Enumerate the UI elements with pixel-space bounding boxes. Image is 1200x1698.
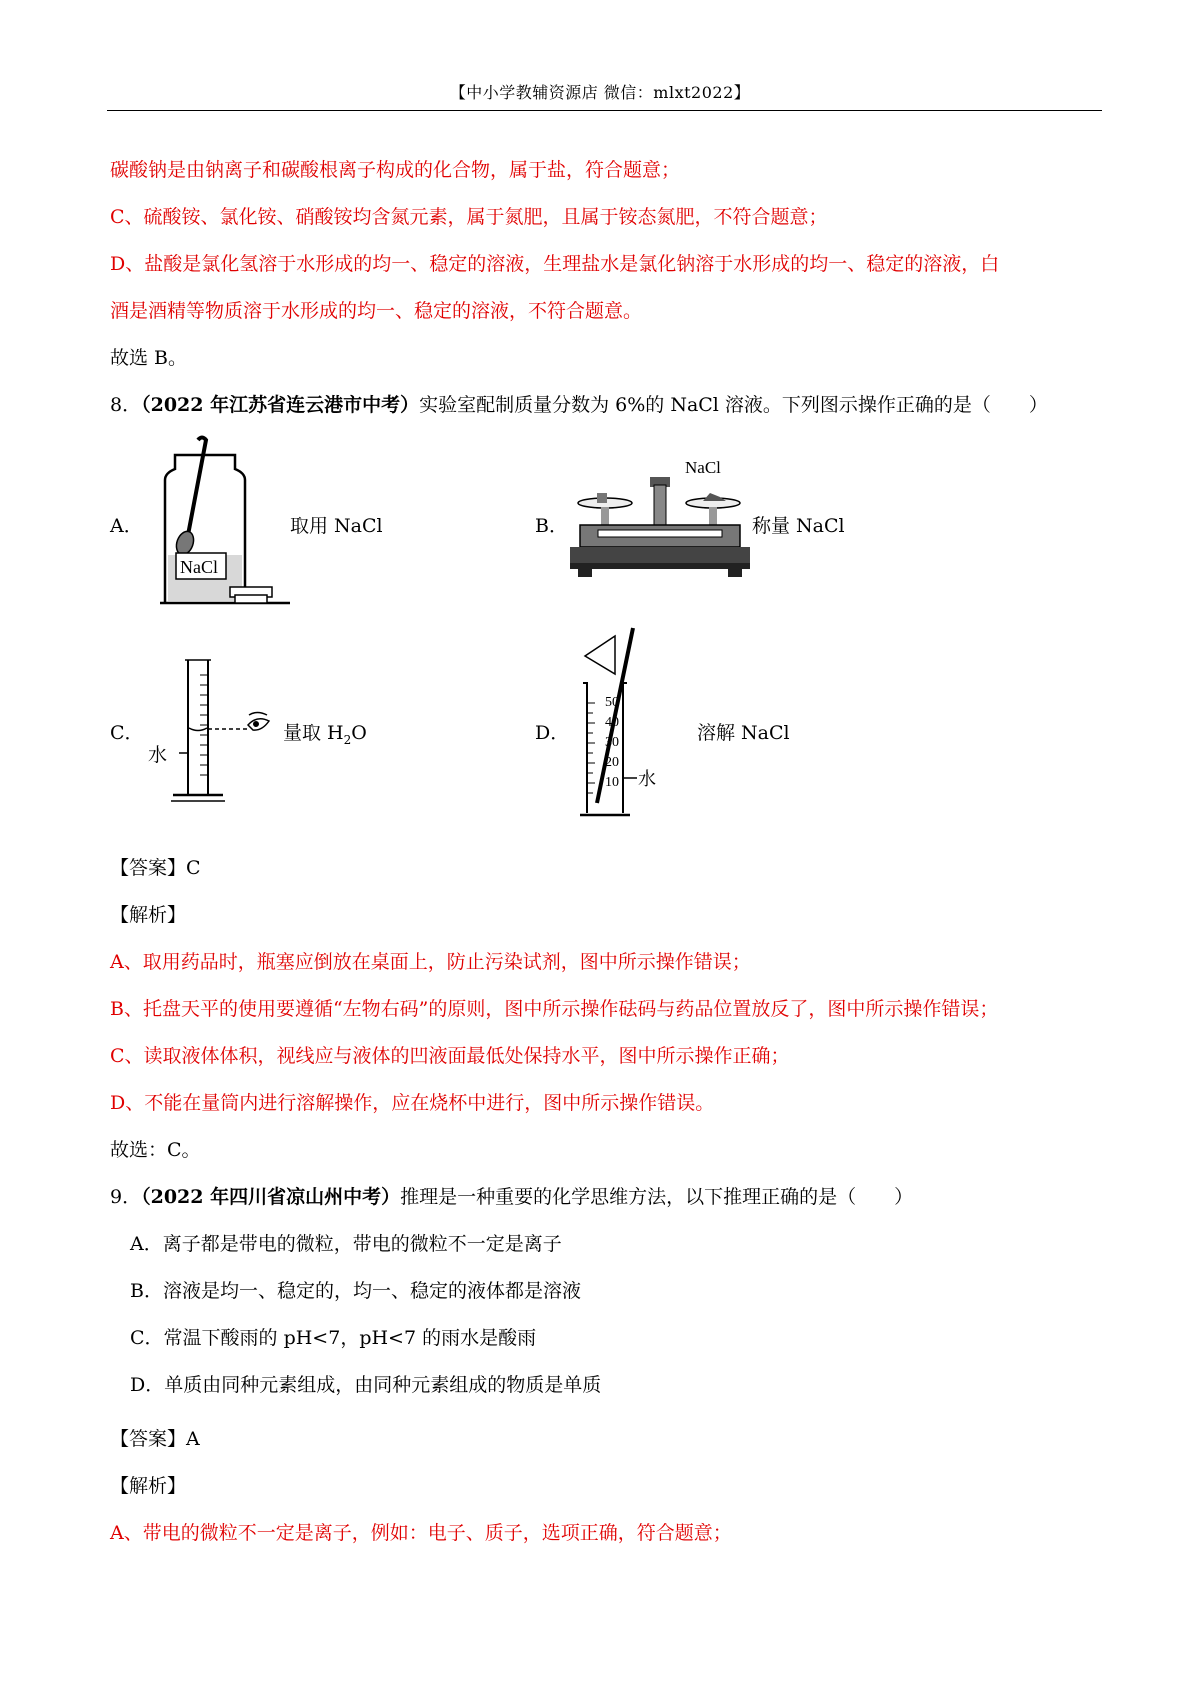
q9-analysis-line-1: A、带电的微粒不一定是离子，例如：电子、质子，选项正确，符合题意；	[110, 1522, 732, 1544]
q9-number: 9．	[110, 1186, 142, 1208]
dissolve-water-label: 水	[638, 769, 656, 790]
q8-option-a-label: A．	[110, 515, 143, 537]
q8-option-a-caption: 取用 NaCl	[290, 515, 383, 537]
q8-source: （2022 年江苏省连云港市中考）	[141, 394, 420, 416]
q8-option-c-label: C．	[110, 722, 144, 744]
q9-answer-value: A	[186, 1428, 200, 1450]
q8-choice: 故选：C。	[110, 1139, 201, 1161]
header-rule	[107, 110, 1102, 111]
page-header: 【中小学教辅资源店 微信：mlxt2022】	[449, 83, 751, 102]
q8-answer-label: 【答案】	[110, 857, 187, 879]
balance-figure	[570, 455, 750, 595]
q8-option-b-caption: 称量 NaCl	[752, 515, 845, 537]
q8-analysis-line-2: B、托盘天平的使用要遵循“左物右码”的原则，图中所示操作砝码与药品位置放反了，图中所示操作错误；	[110, 998, 999, 1020]
prev-choice: 故选 B。	[110, 347, 188, 369]
q8-answer	[110, 855, 201, 881]
q9-option-b: B．溶液是均一、稳定的，均一、稳定的液体都是溶液	[130, 1280, 581, 1302]
q9-answer-label: 【答案】	[110, 1428, 187, 1450]
prev-explanation-line-4: 酒是酒精等物质溶于水形成的均一、稳定的溶液，不符合题意。	[110, 300, 643, 322]
q8-analysis-line-3: C、读取液体体积，视线应与液体的凹液面最低处保持水平，图中所示操作正确；	[110, 1045, 790, 1067]
q9-option-d: D．单质由同种元素组成，由同种元素组成的物质是单质	[130, 1374, 602, 1396]
scale-20: 20	[605, 755, 619, 770]
scale-50: 50	[605, 695, 619, 710]
q9-stem-text: 推理是一种重要的化学思维方法，以下推理正确的是（ ）	[400, 1186, 914, 1208]
graduated-cylinder-figure	[145, 655, 280, 805]
q8-number: 8．	[110, 394, 142, 416]
balance-label-text: NaCl	[685, 458, 721, 477]
q8-option-d-caption: 溶解 NaCl	[697, 722, 790, 744]
q8-stem	[110, 392, 1048, 418]
q9-stem	[110, 1184, 913, 1210]
q9-analysis-label: 【解析】	[110, 1475, 187, 1497]
scale-40: 40	[605, 715, 619, 730]
prev-explanation-line-3: D、盐酸是氯化氢溶于水形成的均一、稳定的溶液，生理盐水是氯化钠溶于水形成的均一、稳定的溶液，白	[110, 253, 1000, 275]
q8-analysis-line-1: A、取用药品时，瓶塞应倒放在桌面上，防止污染试剂，图中所示操作错误；	[110, 951, 751, 973]
q8-option-c-caption: 量取 $H_2O$	[283, 722, 367, 747]
q8-answer-value: C	[186, 857, 201, 879]
scale-30: 30	[605, 735, 619, 750]
reagent-bottle-figure	[150, 435, 290, 610]
bottle-label-text: NaCl	[180, 557, 218, 577]
q8-analysis-line-4: D、不能在量筒内进行溶解操作，应在烧杯中进行，图中所示操作错误。	[110, 1092, 715, 1114]
scale-10: 10	[605, 775, 619, 790]
prev-explanation-line-1: 碳酸钠是由钠离子和碳酸根离子构成的化合物，属于盐，符合题意；	[110, 159, 681, 181]
q8-stem-text: 实验室配制质量分数为 6%的 NaCl 溶液。下列图示操作正确的是（ ）	[419, 394, 1048, 416]
q8-option-d-label: D．	[535, 722, 570, 744]
q9-option-a: A．离子都是带电的微粒，带电的微粒不一定是离子	[130, 1233, 562, 1255]
q8-analysis-label: 【解析】	[110, 904, 187, 926]
cylinder-water-label: 水	[148, 744, 168, 766]
q8-option-b-label: B．	[535, 515, 568, 537]
prev-explanation-line-2: C、硫酸铵、氯化铵、硝酸铵均含氮元素，属于氮肥，且属于铵态氮肥，不符合题意；	[110, 206, 828, 228]
q9-answer	[110, 1426, 200, 1452]
dissolving-cylinder-figure	[575, 628, 675, 828]
q9-option-c: C．常温下酸雨的 pH<7，pH<7 的雨水是酸雨	[130, 1327, 537, 1349]
q9-source: （2022 年四川省凉山州中考）	[141, 1186, 401, 1208]
